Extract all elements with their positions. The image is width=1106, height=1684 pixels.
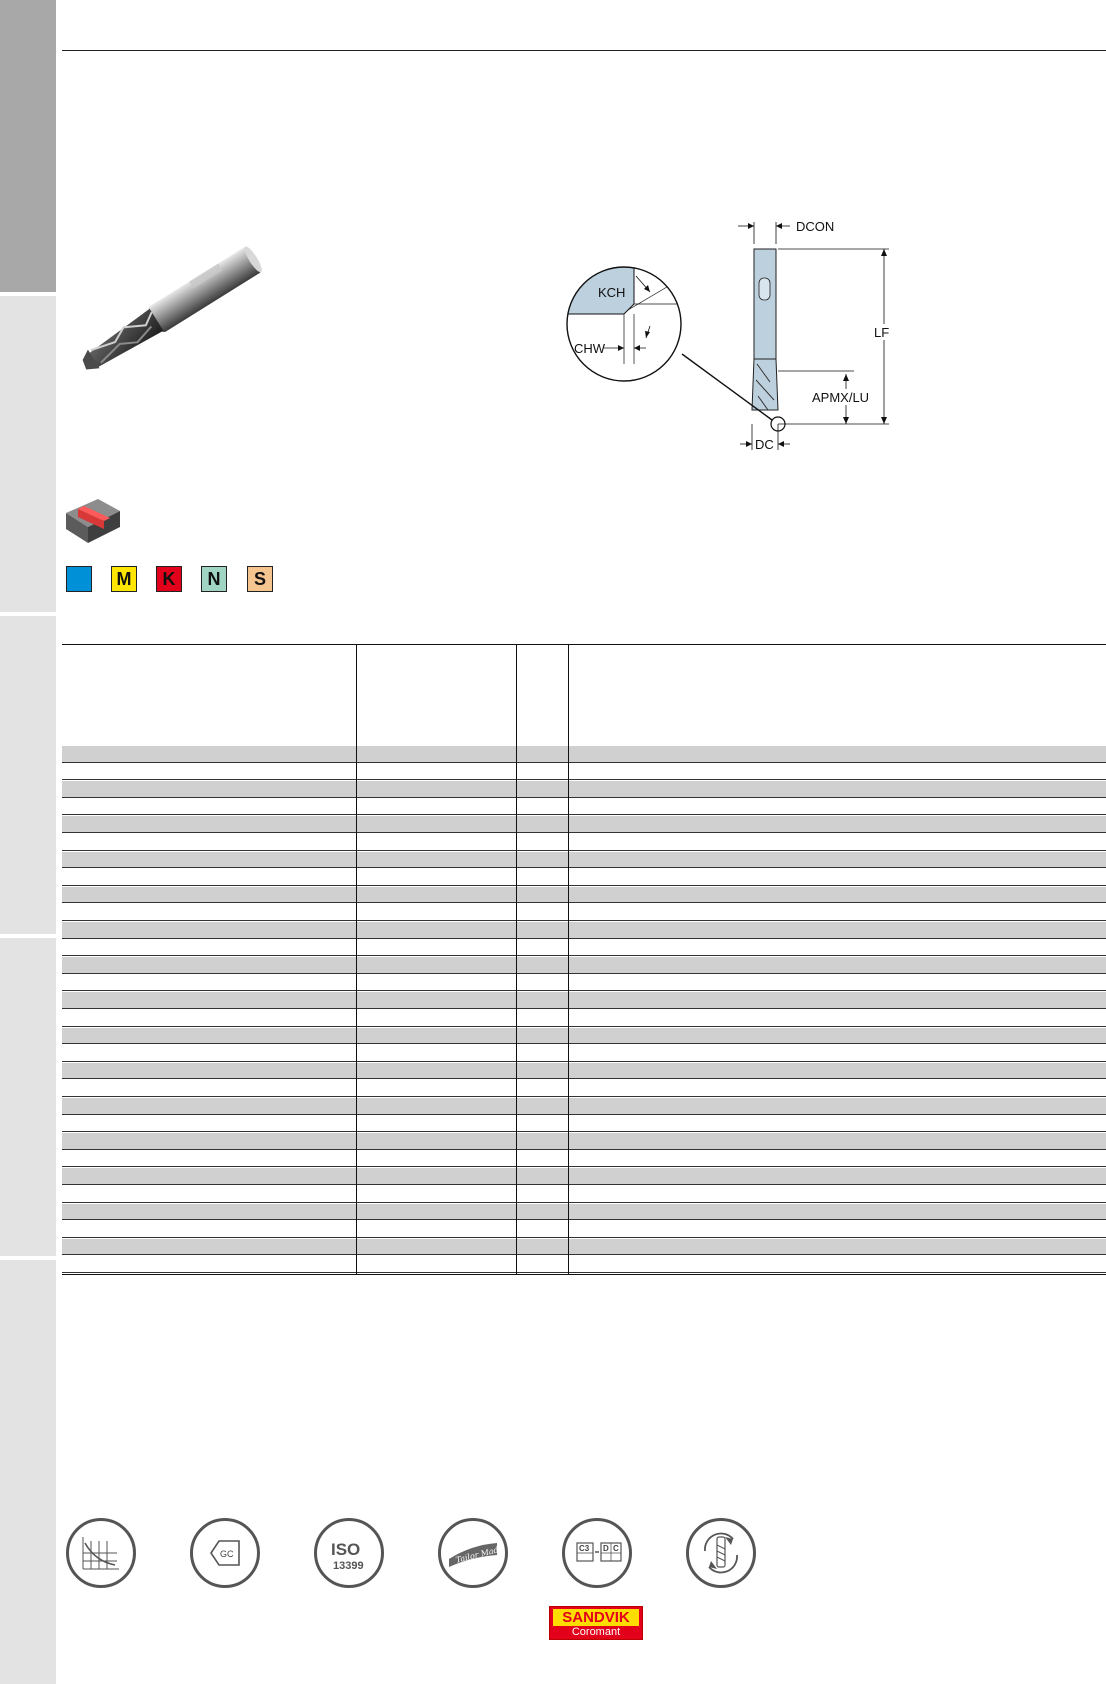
row-separator (62, 762, 1106, 763)
side-tab-4[interactable] (0, 938, 56, 1256)
row-separator (62, 867, 1106, 868)
row-separator (62, 1061, 1106, 1062)
chw-label: CHW (574, 341, 606, 356)
row-separator (62, 902, 1106, 903)
logo-sub: Coromant (571, 1626, 621, 1638)
row-separator (62, 1043, 1106, 1044)
table-row (62, 1098, 1106, 1115)
coromant-capto-icon[interactable] (562, 1518, 632, 1588)
table-row (62, 1186, 1106, 1203)
table-row (62, 1028, 1106, 1045)
material-m-box: M (111, 566, 137, 592)
table-row (62, 1133, 1106, 1150)
row-separator (62, 1008, 1106, 1009)
operation-type-icon (64, 495, 122, 545)
table-row (62, 1080, 1106, 1097)
table-row (62, 1239, 1106, 1256)
dc-label: DC (755, 437, 774, 452)
table-row (62, 1204, 1106, 1221)
row-separator (62, 1166, 1106, 1167)
row-separator (62, 1219, 1106, 1220)
row-separator (62, 990, 1106, 991)
row-separator (62, 938, 1106, 939)
row-separator (62, 1026, 1106, 1027)
table-row (62, 869, 1106, 886)
table-row (62, 1010, 1106, 1027)
row-separator (62, 814, 1106, 815)
sandvik-coromant-logo (549, 1606, 643, 1640)
table-col-divider (568, 644, 569, 1274)
kch-label: KCH (598, 285, 626, 300)
row-separator (62, 1078, 1106, 1079)
logo-brand: SANDVIK (553, 1609, 639, 1626)
table-col-divider (516, 644, 517, 1274)
feature-badges (0, 1518, 800, 1598)
row-separator (62, 1237, 1106, 1238)
cutting-data-graph-icon[interactable] (66, 1518, 136, 1588)
table-row (62, 1168, 1106, 1185)
side-tab-3[interactable] (0, 616, 56, 934)
table-row (62, 904, 1106, 921)
lf-label: LF (874, 325, 890, 340)
row-separator (62, 1114, 1106, 1115)
material-k-box: K (156, 566, 182, 592)
table-row (62, 1045, 1106, 1062)
dimension-diagram (554, 214, 914, 464)
table-row (62, 1116, 1106, 1133)
grade-gc-icon[interactable] (190, 1518, 260, 1588)
table-row (62, 1256, 1106, 1273)
tailor-made-label: Tailor Made (454, 1544, 505, 1565)
svg-text:C3: C3 (579, 1544, 590, 1553)
side-tab-1[interactable] (0, 0, 56, 292)
table-row (62, 764, 1106, 781)
material-s-box: S (247, 566, 273, 592)
side-tab-5[interactable] (0, 1260, 56, 1684)
row-separator (62, 955, 1106, 956)
svg-text:C: C (613, 1544, 619, 1553)
row-separator (62, 920, 1106, 921)
row-separator (62, 1272, 1106, 1273)
tailor-made-icon[interactable] (438, 1518, 508, 1588)
end-mill-photo (62, 232, 272, 392)
table-row (62, 834, 1106, 851)
row-separator (62, 832, 1106, 833)
table-row (62, 1221, 1106, 1238)
table-row (62, 922, 1106, 939)
table-row (62, 816, 1106, 833)
apmx-lu-label: APMX/LU (812, 390, 870, 405)
table-top-rule (62, 644, 1106, 645)
iso-13399-icon[interactable] (314, 1518, 384, 1588)
material-n-box: N (201, 566, 227, 592)
table-row (62, 1151, 1106, 1168)
side-tab-2[interactable] (0, 296, 56, 612)
row-separator (62, 1149, 1106, 1150)
table-bottom-rule (62, 1274, 1106, 1275)
row-separator (62, 1096, 1106, 1097)
row-separator (62, 797, 1106, 798)
table-row (62, 975, 1106, 992)
row-separator (62, 779, 1106, 780)
rotating-tool-icon[interactable] (686, 1518, 756, 1588)
row-separator (62, 885, 1106, 886)
dcon-label: DCON (796, 219, 835, 234)
table-row (62, 992, 1106, 1009)
table-col-divider (356, 644, 357, 1274)
table-row (62, 887, 1106, 904)
iso-label: ISO (331, 1540, 361, 1559)
table-row (62, 957, 1106, 974)
row-separator (62, 1254, 1106, 1255)
row-separator (62, 973, 1106, 974)
row-separator (62, 850, 1106, 851)
row-separator (62, 1184, 1106, 1185)
header-rule (62, 50, 1106, 51)
gc-label: GC (220, 1549, 234, 1559)
svg-text:D: D (603, 1544, 609, 1553)
table-row (62, 852, 1106, 869)
table-row (62, 940, 1106, 957)
table-row (62, 746, 1106, 763)
table-row (62, 1063, 1106, 1080)
iso-number: 13399 (333, 1560, 364, 1572)
row-separator (62, 1131, 1106, 1132)
row-separator (62, 1202, 1106, 1203)
table-row (62, 799, 1106, 816)
material-p-box (66, 566, 92, 592)
product-table (62, 644, 1106, 1274)
table-row (62, 781, 1106, 798)
